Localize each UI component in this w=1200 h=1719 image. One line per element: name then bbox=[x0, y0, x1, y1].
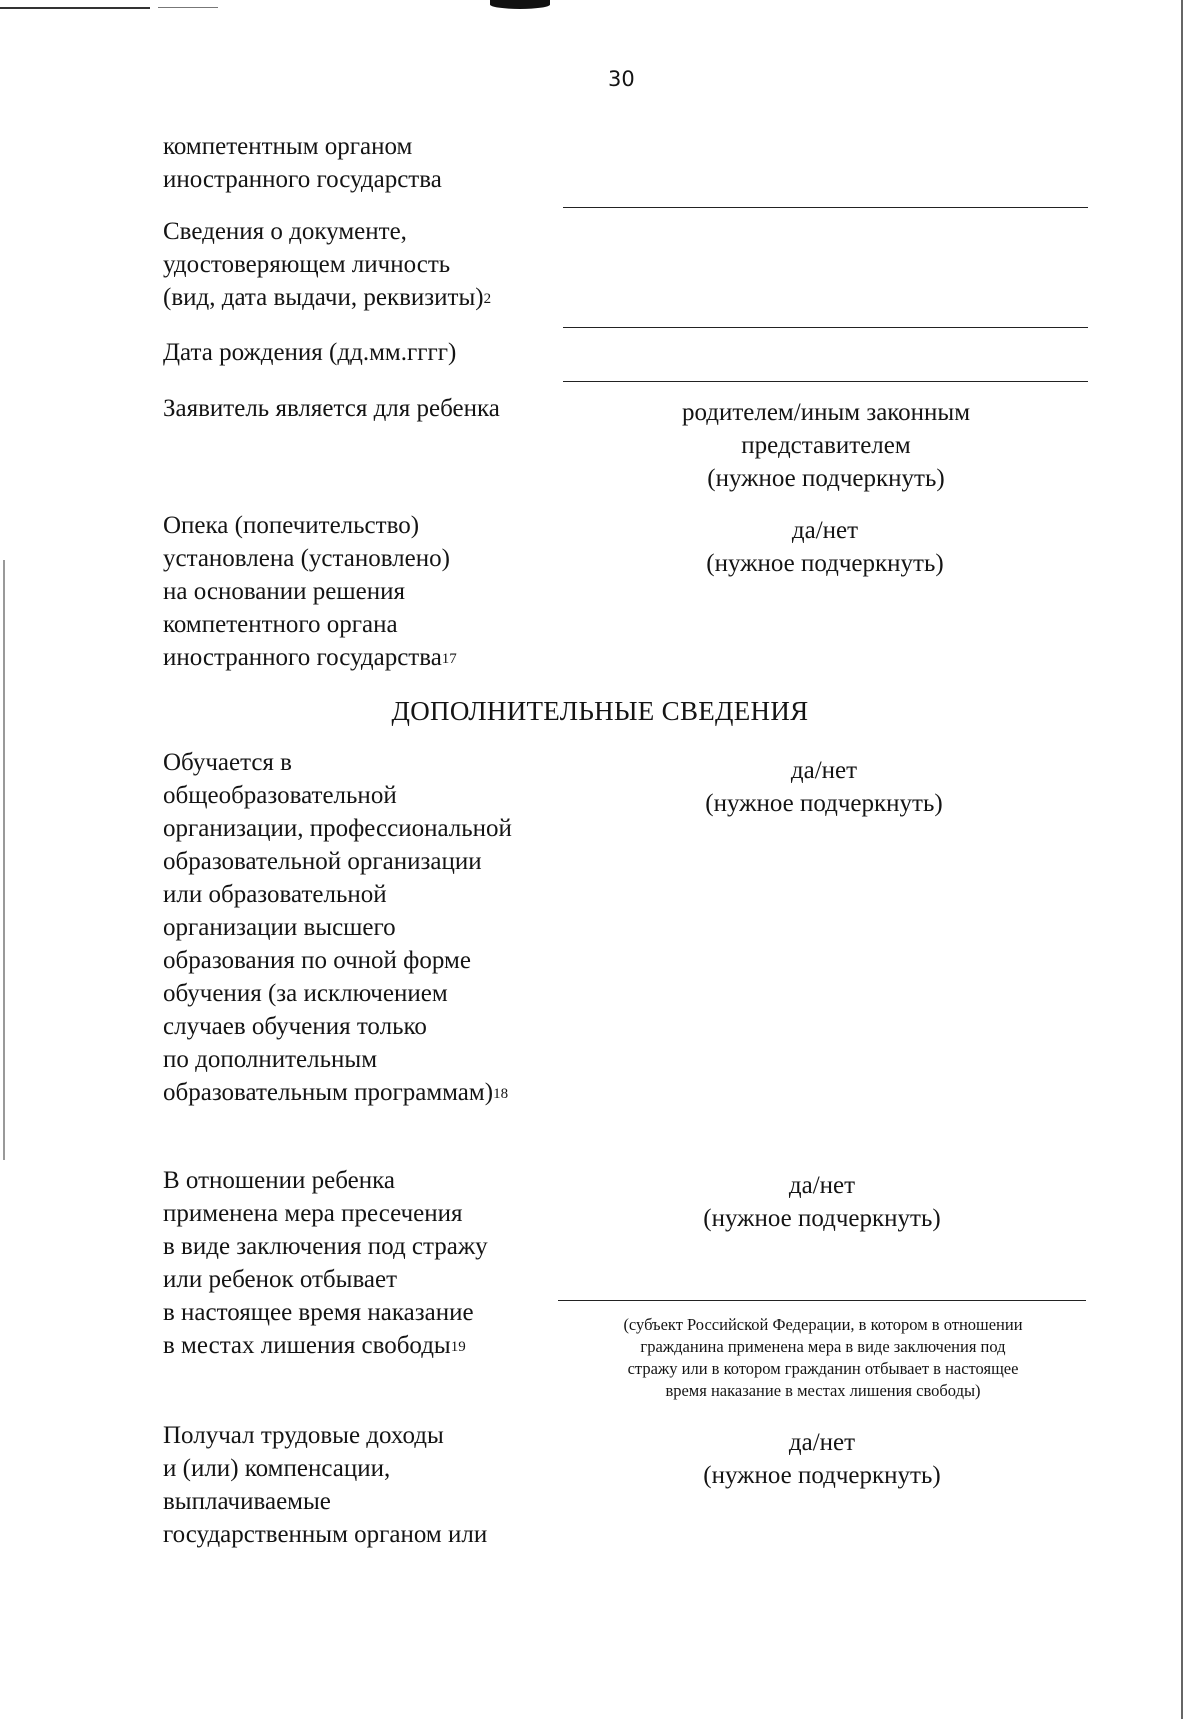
guardianship-value-line: да/нет bbox=[791, 517, 859, 544]
scan-edge-right bbox=[1181, 0, 1183, 1719]
income-line: и (или) компенсации, bbox=[163, 1455, 391, 1482]
footnote-marker: 17 bbox=[441, 651, 457, 667]
footnote-marker: 2 bbox=[483, 291, 492, 307]
guardianship-value-line: (нужное подчеркнуть) bbox=[706, 550, 944, 577]
detention-line: в настоящее время наказание bbox=[163, 1299, 474, 1326]
scan-blot bbox=[490, 0, 550, 9]
applicant-value bbox=[616, 396, 1036, 495]
education-line: организации высшего bbox=[163, 914, 396, 941]
birth-date-fill-line bbox=[563, 381, 1088, 382]
education-value-line: да/нет bbox=[790, 757, 858, 784]
guardianship-line: компетентного органа bbox=[163, 611, 398, 638]
page-number: 30 bbox=[608, 67, 635, 91]
birth-date-label bbox=[163, 336, 456, 369]
document-info-line: Сведения о документе, bbox=[163, 218, 407, 245]
guardianship-line: на основании решения bbox=[163, 578, 405, 605]
detention-value-line: (нужное подчеркнуть) bbox=[703, 1205, 941, 1232]
education-label bbox=[163, 746, 512, 1109]
guardianship-line: Опека (попечительство) bbox=[163, 512, 420, 539]
education-line: Обучается в bbox=[163, 749, 292, 776]
applicant-label bbox=[163, 392, 500, 425]
detention-value bbox=[612, 1169, 1032, 1235]
education-line: обучения (за исключением bbox=[163, 980, 448, 1007]
header-fill-line bbox=[563, 207, 1088, 208]
detention-line: в местах лишения свободы bbox=[163, 1332, 451, 1359]
income-line: Получал трудовые доходы bbox=[163, 1422, 444, 1449]
detention-hint-line: (субъект Российской Федерации, в котором в отношении bbox=[623, 1315, 1023, 1334]
income-label bbox=[163, 1419, 487, 1551]
detention-value-line: да/нет bbox=[788, 1172, 856, 1199]
header-line: компетентным органом bbox=[163, 133, 413, 160]
education-value-line: (нужное подчеркнуть) bbox=[705, 790, 943, 817]
income-line: выплачиваемые bbox=[163, 1488, 331, 1515]
detention-line: в виде заключения под стражу bbox=[163, 1233, 488, 1260]
education-line: случаев обучения только bbox=[163, 1013, 427, 1040]
detention-hint-line: гражданина применена мера в виде заключения под bbox=[640, 1337, 1006, 1356]
footnote-marker: 18 bbox=[493, 1086, 509, 1102]
detention-region-hint bbox=[558, 1314, 1088, 1402]
income-value-line: (нужное подчеркнуть) bbox=[703, 1462, 941, 1489]
birth-date-label-text: Дата рождения (дд.мм.гггг) bbox=[163, 339, 457, 366]
applicant-value-line: представителем bbox=[741, 432, 911, 459]
applicant-label-text: Заявитель является для ребенка bbox=[163, 395, 500, 422]
scan-edge-top-dash bbox=[158, 7, 218, 8]
education-line: по дополнительным bbox=[163, 1046, 378, 1073]
header-line: иностранного государства bbox=[163, 166, 442, 193]
detention-hint-line: время наказание в местах лишения свободы) bbox=[665, 1381, 981, 1400]
document-info-line: удостоверяющем личность bbox=[163, 251, 451, 278]
detention-line: применена мера пресечения bbox=[163, 1200, 463, 1227]
education-line: организации, профессиональной bbox=[163, 815, 512, 842]
guardianship-label bbox=[163, 509, 457, 674]
document-info-line: (вид, дата выдачи, реквизиты) bbox=[163, 284, 484, 311]
education-value bbox=[614, 754, 1034, 820]
education-line: или образовательной bbox=[163, 881, 387, 908]
applicant-value-line: (нужное подчеркнуть) bbox=[707, 465, 945, 492]
document-info-label bbox=[163, 215, 491, 314]
detention-region-fill-line bbox=[558, 1300, 1086, 1301]
income-line: государственным органом или bbox=[163, 1521, 488, 1548]
detention-line: В отношении ребенка bbox=[163, 1167, 395, 1194]
footnote-marker: 19 bbox=[450, 1339, 466, 1355]
section-heading: ДОПОЛНИТЕЛЬНЫЕ СВЕДЕНИЯ bbox=[391, 696, 809, 726]
applicant-value-line: родителем/иным законным bbox=[681, 399, 971, 426]
scan-edge-left bbox=[3, 560, 5, 1160]
detention-label bbox=[163, 1164, 488, 1362]
education-line: образовательной организации bbox=[163, 848, 482, 875]
education-line: общеобразовательной bbox=[163, 782, 397, 809]
guardianship-value bbox=[615, 514, 1035, 580]
document-info-fill-line bbox=[563, 327, 1088, 328]
header-label bbox=[163, 130, 442, 196]
detention-line: или ребенок отбывает bbox=[163, 1266, 398, 1293]
income-value-line: да/нет bbox=[788, 1429, 856, 1456]
scan-edge-top-left bbox=[0, 7, 150, 9]
income-value bbox=[612, 1426, 1032, 1492]
education-line: образования по очной форме bbox=[163, 947, 471, 974]
detention-hint-line: стражу или в котором гражданин отбывает в настоящее bbox=[627, 1359, 1019, 1378]
guardianship-line: установлена (установлено) bbox=[163, 545, 450, 572]
education-line: образовательным программам) bbox=[163, 1079, 494, 1106]
guardianship-line: иностранного государства bbox=[163, 644, 442, 671]
